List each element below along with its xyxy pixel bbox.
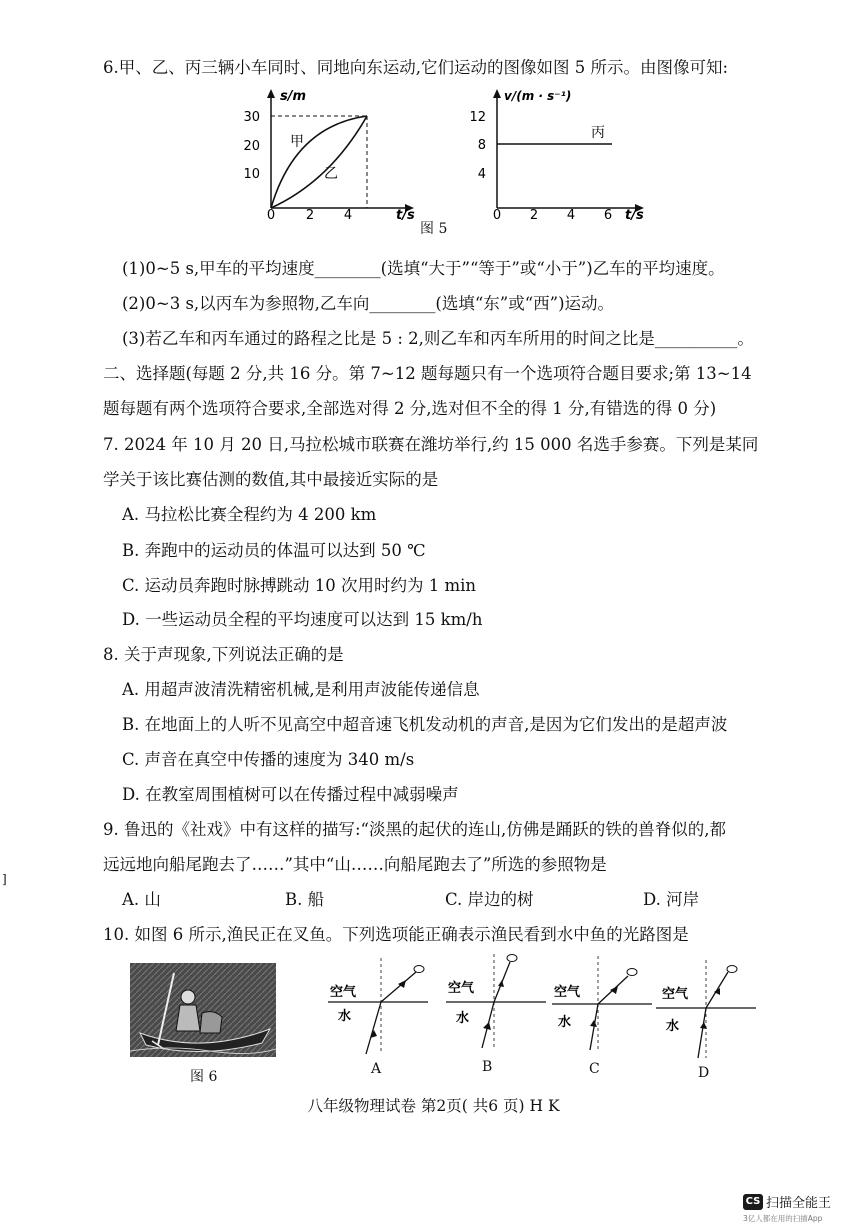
q8-stem: 8. 关于声现象,下列说法正确的是 xyxy=(103,645,344,664)
q8-option-c: C. 声音在真空中传播的速度为 340 m/s xyxy=(122,750,415,769)
q7-option-b: B. 奔跑中的运动员的体温可以达到 50 ℃ xyxy=(122,541,426,560)
q8-option-d: D. 在教室周围植树可以在传播过程中减弱噪声 xyxy=(122,785,459,804)
section2-line1: 二、选择题(每题 2 分,共 16 分。第 7~12 题每题只有一个选项符合题目要求;第 13~14 xyxy=(103,364,752,383)
water-label-a: 水 xyxy=(338,1009,352,1024)
q9-option-a: A. 山 xyxy=(122,890,161,909)
q9-option-d: D. 河岸 xyxy=(643,890,700,909)
q9-option-c: C. 岸边的树 xyxy=(445,890,534,909)
st-graph xyxy=(240,86,420,221)
q6-sub1: (1)0~5 s,甲车的平均速度________(选填“大于”“等于”或“小于”)乙车的平均速度。 xyxy=(122,259,725,278)
air-label-a: 空气 xyxy=(330,985,357,1000)
st-label-yi: 乙 xyxy=(324,166,338,182)
st-xtick-2: 2 xyxy=(305,208,315,221)
cs-logo-icon: CS xyxy=(743,1194,763,1210)
fisherman-picture xyxy=(130,963,276,1057)
st-xtick-4: 4 xyxy=(343,208,353,221)
ray-diagram-a xyxy=(328,958,430,1058)
vt-label-bing: 丙 xyxy=(591,125,605,141)
q8-option-b: B. 在地面上的人听不见高空中超音速飞机发动机的声音,是因为它们发出的是超声波 xyxy=(122,715,728,734)
scanner-watermark xyxy=(743,1191,853,1224)
option-label-c: C xyxy=(589,1061,600,1077)
vt-xtick-2: 2 xyxy=(529,208,539,221)
ray-diagram-d xyxy=(656,958,758,1060)
option-label-d: D xyxy=(698,1065,710,1081)
st-ylabel: s/m xyxy=(280,89,307,104)
q7-option-a: A. 马拉松比赛全程约为 4 200 km xyxy=(122,505,377,524)
option-label-a: A xyxy=(371,1061,382,1077)
st-ytick-30: 30 xyxy=(243,110,260,125)
section2-line2: 题每题有两个选项符合要求,全部选对得 2 分,选对但不全的得 1 分,有错选的得 0 分) xyxy=(103,399,717,418)
q9-stem1: 9. 鲁迅的《社戏》中有这样的描写:“淡黑的起伏的连山,仿佛是踊跃的铁的兽脊似的,都 xyxy=(103,820,726,839)
q7-stem2: 学关于该比赛估测的数值,其中最接近实际的是 xyxy=(103,470,439,489)
water-label-d: 水 xyxy=(666,1019,680,1034)
vt-ylabel: v/(m · s⁻¹) xyxy=(504,89,572,103)
q10-stem: 10. 如图 6 所示,渔民正在叉鱼。下列选项能正确表示渔民看到水中鱼的光路图是 xyxy=(103,925,689,944)
watermark-sub: 3亿人都在用的扫描App xyxy=(743,1214,823,1223)
air-label-b: 空气 xyxy=(448,981,475,996)
ray-diagram-b xyxy=(446,950,548,1050)
fig5-caption: 图 5 xyxy=(420,221,448,237)
st-ytick-10: 10 xyxy=(243,167,260,182)
watermark-name: 扫描全能王 xyxy=(766,1196,832,1211)
air-label-c: 空气 xyxy=(554,985,581,1000)
st-xlabel: t/s xyxy=(396,208,415,221)
vt-ytick-8: 8 xyxy=(477,138,486,153)
q7-option-d: D. 一些运动员全程的平均速度可以达到 15 km/h xyxy=(122,610,483,629)
st-ytick-20: 20 xyxy=(243,139,260,154)
edge-mark: ] xyxy=(2,872,7,886)
vt-ytick-4: 4 xyxy=(477,167,486,182)
ray-diagram-c xyxy=(552,954,654,1054)
water-label-b: 水 xyxy=(456,1011,470,1026)
water-label-c: 水 xyxy=(558,1015,572,1030)
q7-stem1: 7. 2024 年 10 月 20 日,马拉松城市联赛在潍坊举行,约 15 000 名选手参赛。下列是某同 xyxy=(103,435,759,454)
q7-option-c: C. 运动员奔跑时脉搏跳动 10 次用时约为 1 min xyxy=(122,576,477,595)
q6-sub2: (2)0~3 s,以丙车为参照物,乙车向________(选填“东”或“西”)运动。 xyxy=(122,294,615,313)
q6-stem: 6.甲、乙、丙三辆小车同时、同地向东运动,它们运动的图像如图 5 所示。由图像可知: xyxy=(103,58,729,77)
vt-xlabel: t/s xyxy=(625,208,644,221)
vt-ytick-12: 12 xyxy=(469,110,486,125)
vt-xtick-6: 6 xyxy=(603,208,613,221)
q6-sub3: (3)若乙车和丙车通过的路程之比是 5 : 2,则乙车和丙车所用的时间之比是__________。 xyxy=(122,329,754,348)
q8-option-a: A. 用超声波清洗精密机械,是利用声波能传递信息 xyxy=(122,680,480,699)
st-label-jia: 甲 xyxy=(290,134,304,150)
page-footer: 八年级物理试卷 第2页( 共6 页) H K xyxy=(307,1097,560,1115)
q9-stem2: 远远地向船尾跑去了……”其中“山……向船尾跑去了”所选的参照物是 xyxy=(103,855,607,874)
vt-xtick-0: 0 xyxy=(492,208,502,221)
fig6-caption: 图 6 xyxy=(190,1069,218,1085)
q9-option-b: B. 船 xyxy=(285,890,325,909)
vt-xtick-4: 4 xyxy=(566,208,576,221)
air-label-d: 空气 xyxy=(662,987,689,1002)
option-label-b: B xyxy=(482,1059,493,1075)
st-xtick-0: 0 xyxy=(266,208,276,221)
vt-graph xyxy=(460,86,660,221)
